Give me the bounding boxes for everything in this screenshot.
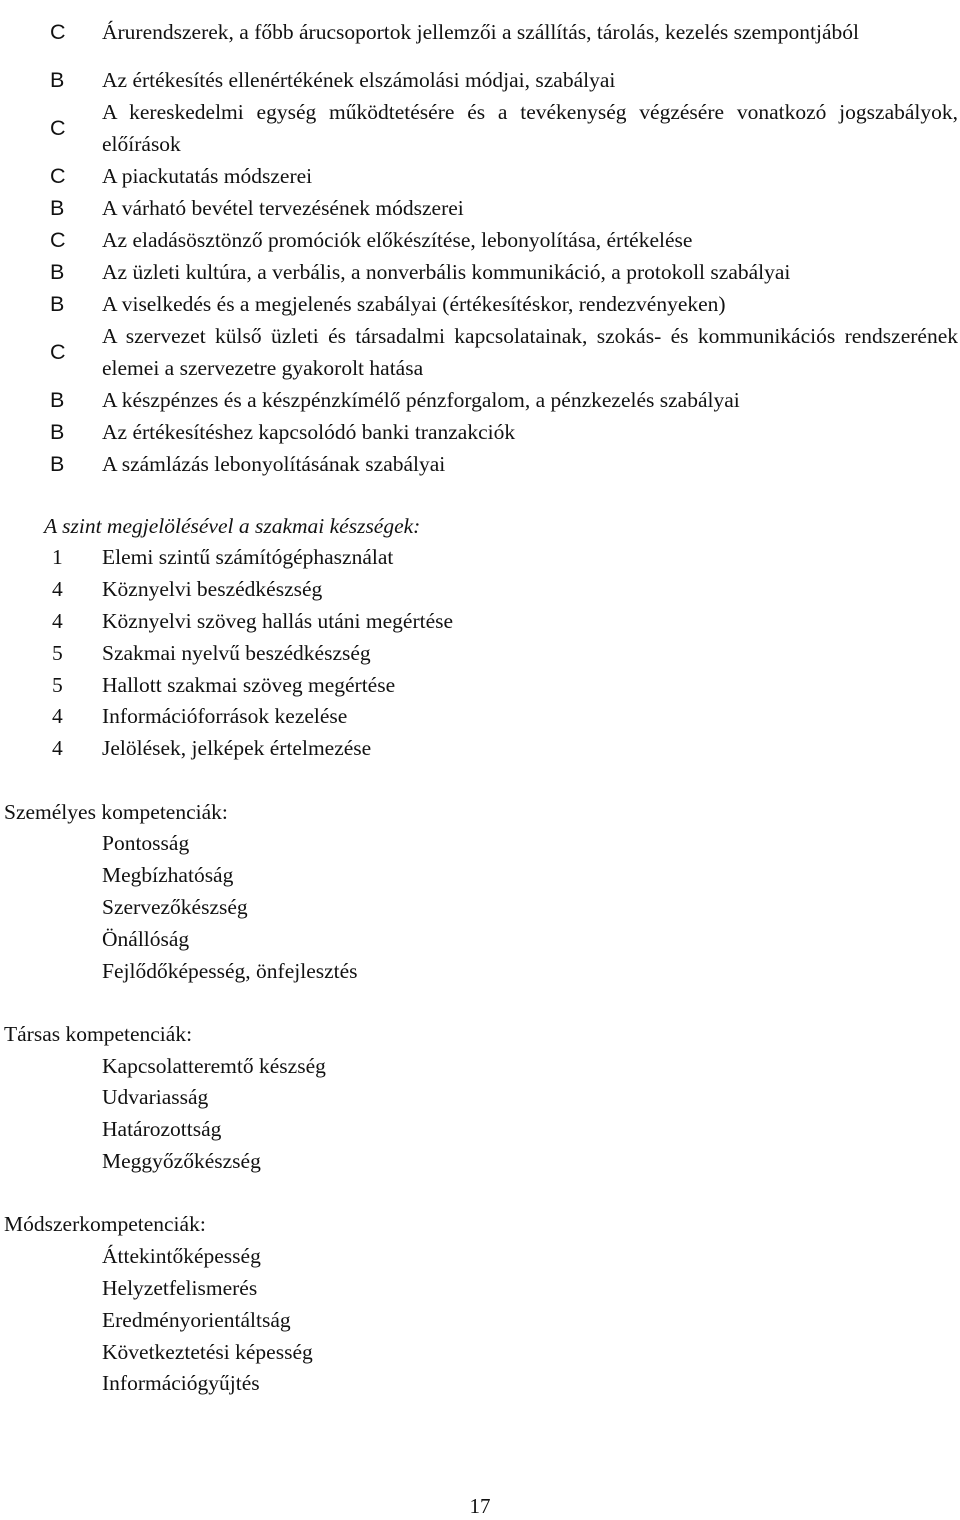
- skill-text: Jelölések, jelképek értelmezése: [102, 736, 372, 760]
- skill-text: Köznyelvi beszédkészség: [102, 577, 323, 601]
- method-competencies-title: Módszerkompetenciák:: [4, 1212, 206, 1236]
- knowledge-level: C: [50, 115, 66, 140]
- knowledge-level: C: [50, 339, 66, 364]
- skill-text: Információforrások kezelése: [102, 704, 348, 728]
- social-competency-item: Határozottság: [102, 1117, 222, 1141]
- skill-level: 4: [52, 577, 63, 601]
- knowledge-row: [0, 256, 960, 288]
- personal-competency-item: Önállóság: [102, 927, 190, 951]
- knowledge-level: B: [50, 67, 65, 92]
- social-competencies-title: Társas kompetenciák:: [4, 1022, 193, 1046]
- skill-row: [0, 700, 960, 732]
- knowledge-text: A készpénzes és a készpénzkímélő pénzforgalom, a pénzkezelés szabályai: [102, 388, 740, 412]
- skill-row: [0, 669, 960, 701]
- skill-level: 5: [52, 673, 63, 697]
- knowledge-level: B: [50, 291, 65, 316]
- knowledge-text: Az értékesítéshez kapcsolódó banki tranzakciók: [102, 420, 516, 444]
- skill-row: [0, 732, 960, 764]
- knowledge-text: A viselkedés és a megjelenés szabályai (értékesítéskor, rendezvényeken): [102, 292, 726, 316]
- knowledge-text: Az üzleti kultúra, a verbális, a nonverbális kommunikáció, a protokoll szabályai: [102, 260, 791, 284]
- skill-row: [0, 637, 960, 669]
- skill-level: 4: [52, 736, 63, 760]
- method-competency-item: Helyzetfelismerés: [102, 1276, 258, 1300]
- knowledge-level: C: [50, 19, 66, 44]
- knowledge-text: Az értékesítés ellenértékének elszámolási módjai, szabályai: [102, 68, 616, 92]
- knowledge-text: A kereskedelmi egység működtetésére és a tevékenység végzésére vonatkozó jogszabályok, előírások: [102, 100, 958, 156]
- knowledge-row: [0, 384, 960, 416]
- skill-level: 5: [52, 641, 63, 665]
- skill-row: [0, 541, 960, 573]
- knowledge-level: B: [50, 451, 65, 476]
- skill-text: Szakmai nyelvű beszédkészség: [102, 641, 371, 665]
- knowledge-level: B: [50, 387, 65, 412]
- knowledge-level: B: [50, 195, 65, 220]
- skill-row: [0, 573, 960, 605]
- knowledge-level: B: [50, 259, 65, 284]
- knowledge-row: [0, 96, 960, 160]
- social-competency-item: Udvariasság: [102, 1085, 209, 1109]
- skill-text: Hallott szakmai szöveg megértése: [102, 673, 396, 697]
- knowledge-table: [0, 0, 960, 480]
- skill-level: 1: [52, 545, 63, 569]
- method-competency-item: Információgyűjtés: [102, 1371, 260, 1395]
- knowledge-text: Az eladásösztönző promóciók előkészítése, lebonyolítása, értékelése: [102, 228, 693, 252]
- knowledge-text: A piackutatás módszerei: [102, 164, 313, 188]
- knowledge-text: A számlázás lebonyolításának szabályai: [102, 452, 446, 476]
- knowledge-row: [0, 288, 960, 320]
- method-competency-item: Eredményorientáltság: [102, 1308, 291, 1332]
- knowledge-row: [0, 160, 960, 192]
- personal-competency-item: Szervezőkészség: [102, 895, 248, 919]
- knowledge-level: C: [50, 227, 66, 252]
- knowledge-text: A várható bevétel tervezésének módszerei: [102, 196, 464, 220]
- skill-text: Elemi szintű számítógéphasználat: [102, 545, 394, 569]
- knowledge-level: B: [50, 419, 65, 444]
- page-number: 17: [469, 1494, 491, 1518]
- knowledge-text: Árurendszerek, a főbb árucsoportok jellemzői a szállítás, tárolás, kezelés szempontjából: [102, 20, 859, 44]
- personal-competency-item: Fejlődőképesség, önfejlesztés: [102, 959, 358, 983]
- knowledge-row: [0, 0, 960, 64]
- method-competency-item: Következtetési képesség: [102, 1340, 313, 1364]
- skill-row: [0, 605, 960, 637]
- skills-title: A szint megjelölésével a szakmai készségek:: [44, 514, 421, 538]
- personal-competency-item: Megbízhatóság: [102, 863, 234, 887]
- personal-competency-item: Pontosság: [102, 831, 190, 855]
- method-competency-item: Áttekintőképesség: [102, 1244, 261, 1268]
- knowledge-row: [0, 416, 960, 448]
- knowledge-row: [0, 64, 960, 96]
- knowledge-text: A szervezet külső üzleti és társadalmi kapcsolatainak, szokás- és kommunikációs rendszerének elemei a szervezetre gyakorolt hatása: [102, 324, 958, 380]
- social-competency-item: Meggyőzőkészség: [102, 1149, 261, 1173]
- skill-level: 4: [52, 609, 63, 633]
- knowledge-row: [0, 320, 960, 384]
- personal-competencies-title: Személyes kompetenciák:: [4, 800, 228, 824]
- skill-text: Köznyelvi szöveg hallás utáni megértése: [102, 609, 454, 633]
- knowledge-row: [0, 224, 960, 256]
- skill-level: 4: [52, 704, 63, 728]
- social-competency-item: Kapcsolatteremtő készség: [102, 1054, 326, 1078]
- knowledge-row: [0, 192, 960, 224]
- knowledge-row: [0, 448, 960, 480]
- knowledge-level: C: [50, 163, 66, 188]
